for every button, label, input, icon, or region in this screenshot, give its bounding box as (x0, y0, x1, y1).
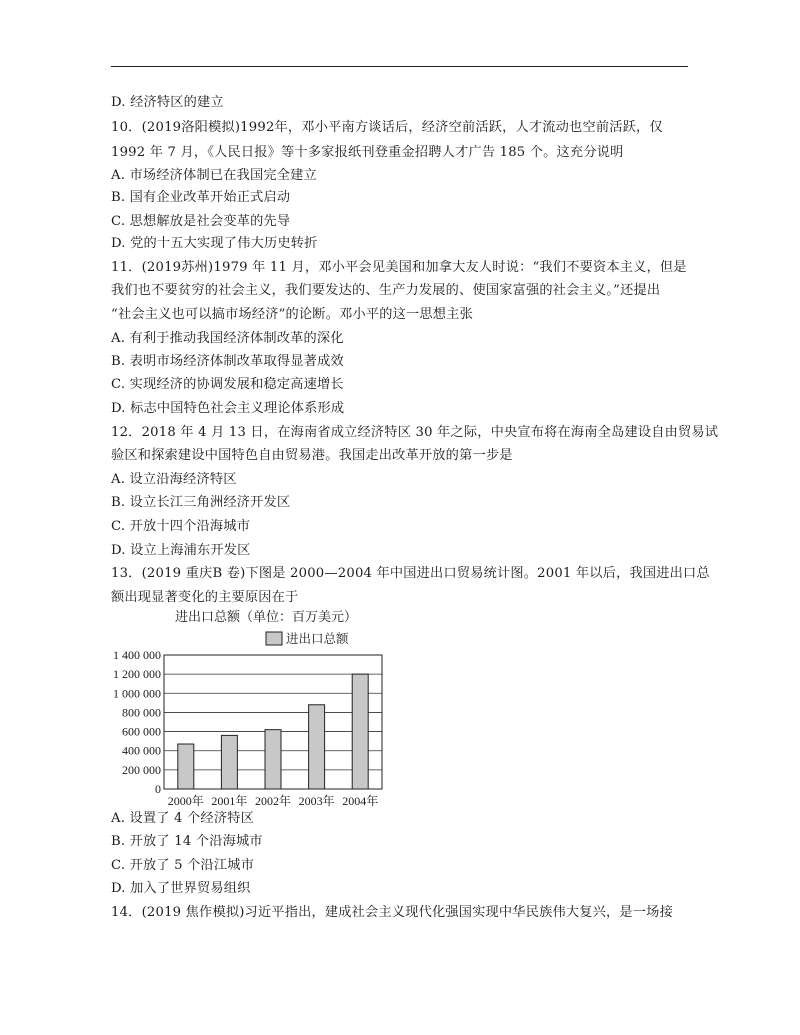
y-tick-label: 200 000 (122, 762, 161, 777)
text-line: B. 表明市场经济体制改革取得显著成效 (111, 354, 344, 369)
bar (352, 674, 368, 789)
trade-bar-chart (100, 605, 400, 810)
text-line: D. 党的十五大实现了伟大历史转折 (111, 236, 318, 251)
bar (221, 735, 237, 789)
y-tick-label: 0 (155, 782, 161, 796)
chart-title: 进出口总额（单位：百万美元） (175, 609, 358, 624)
text-line: C. 开放十四个沿海城市 (111, 519, 251, 534)
text-line: C. 实现经济的协调发展和稳定高速增长 (111, 377, 344, 392)
text-line: A. 有利于推动我国经济体制改革的深化 (111, 331, 344, 346)
text-line: A. 设置了 4 个经济特区 (111, 811, 254, 826)
text-line: D. 设立上海浦东开发区 (111, 543, 251, 558)
text-line: 额出现显著变化的主要原因在于 (111, 590, 299, 605)
text-line: 验区和探索建设中国特色自由贸易港。我国走出改革开放的第一步是 (111, 448, 513, 463)
text-line: B. 国有企业改革开始正式启动 (111, 190, 291, 205)
text-line: 14．(2019 焦作模拟)习近平指出，建成社会主义现代化强国实现中华民族伟大复兴，是一场接 (111, 905, 673, 920)
legend-swatch (266, 632, 282, 645)
chart-legend (266, 631, 349, 646)
y-tick-label: 800 000 (122, 705, 161, 720)
y-tick-label: 1 400 000 (113, 648, 161, 662)
text-line: 11．(2019苏州)1979 年 11 月，邓小平会见美国和加拿大友人时说：“我们不要资本主义，但是 (111, 260, 687, 275)
legend-label: 进出口总额 (286, 632, 349, 646)
y-tick-label: 400 000 (122, 743, 161, 758)
text-line: D. 经济特区的建立 (111, 95, 224, 110)
text-line: 1992 年 7 月，《人民日报》等十多家报纸刊登重金招聘人才广告 185 个。这充分说明 (111, 145, 624, 160)
text-line: 13．(2019 重庆B 卷)下图是 2000—2004 年中国进出口贸易统计图。2001 年以后，我国进出口总 (111, 566, 710, 581)
bar (265, 730, 281, 789)
text-line: D. 加入了世界贸易组织 (111, 881, 251, 896)
x-tick-label: 2004年 (342, 794, 379, 808)
header-rule (111, 66, 688, 67)
x-tick-label: 2002年 (254, 794, 292, 808)
bar (309, 705, 325, 789)
bar (178, 744, 194, 789)
text-line: C. 开放了 5 个沿江城市 (111, 858, 255, 873)
y-tick-label: 1 200 000 (113, 667, 161, 682)
y-tick-label: 1 000 000 (113, 686, 161, 701)
text-line: 10．(2019洛阳模拟)1992年，邓小平南方谈话后，经济空前活跃，人才流动也空前活跃，仅 (111, 120, 663, 135)
text-line: A. 设立沿海经济特区 (111, 472, 237, 487)
text-line: C. 思想解放是社会变革的先导 (111, 214, 291, 229)
text-line: 12．2018 年 4 月 13 日，在海南省成立经济特区 30 年之际，中央宣布将在海南全岛建设自由贸易试 (111, 425, 719, 440)
x-tick-label: 2001年 (211, 794, 248, 808)
x-tick-label: 2003年 (298, 794, 335, 808)
text-line: B. 设立长江三角洲经济开发区 (111, 495, 291, 510)
text-line: “社会主义也可以搞市场经济”的论断。邓小平的这一思想主张 (111, 307, 473, 322)
text-line: A. 市场经济体制已在我国完全建立 (111, 168, 317, 183)
y-tick-label: 600 000 (122, 724, 161, 739)
text-line: 我们也不要贫穷的社会主义，我们要发达的、生产力发展的、使国家富强的社会主义。”还提出 (111, 283, 661, 298)
text-line: B. 开放了 14 个沿海城市 (111, 834, 263, 849)
text-line: D. 标志中国特色社会主义理论体系形成 (111, 401, 345, 416)
x-tick-label: 2000年 (167, 794, 204, 808)
